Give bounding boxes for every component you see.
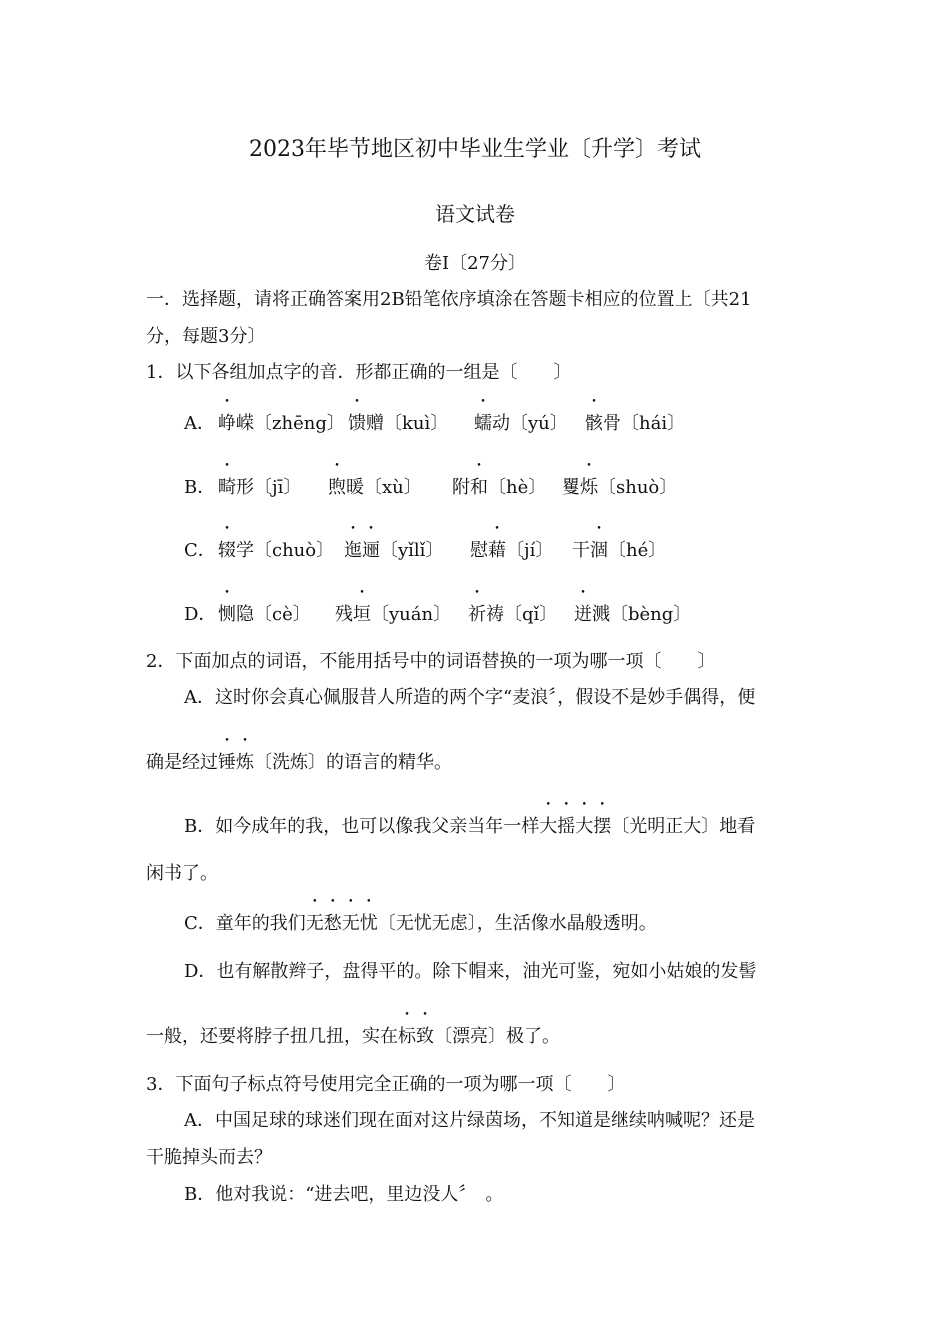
- item-text: 附: [452, 477, 470, 498]
- dotted-char: 大: [575, 816, 594, 837]
- dotted-char: 煦: [328, 477, 346, 498]
- item: [348, 412, 448, 436]
- dotted-char: 迸: [574, 604, 592, 625]
- dotted-char: [344, 540, 380, 561]
- q1-option-d: [184, 603, 692, 627]
- dotted-char: 蠕: [474, 413, 492, 434]
- item-text: 〔hé〕: [608, 540, 667, 561]
- text: 〔无忧无虑〕，生活像水晶般透明。: [377, 913, 657, 934]
- dotted-char: 摇: [557, 816, 576, 837]
- item-text: 干: [572, 540, 590, 561]
- dotted-char: 无: [341, 913, 360, 934]
- dotted-char: 标: [398, 1026, 416, 1047]
- item-text: 溅〔bèng〕: [592, 604, 692, 625]
- option-label: D．: [184, 604, 217, 625]
- item-text: 〔hè〕: [488, 477, 547, 498]
- option-label: B．: [184, 477, 216, 498]
- item-text: 嵘〔zhēng〕: [236, 413, 345, 434]
- part-heading-line-2: 分，每题3分〕: [146, 326, 266, 347]
- dotted-char: 烁: [580, 477, 598, 498]
- item-text: 〔shuò〕: [598, 477, 678, 498]
- text: 〔漂亮〕极了。: [434, 1026, 560, 1047]
- q2-option-a-line-1: A．这时你会真心佩服昔人所造的两个字“麦浪〞，假设不是妙手偶得，便: [184, 687, 756, 708]
- item: [328, 476, 422, 500]
- item-text: 矍: [562, 477, 580, 498]
- q2-option-b-line-2: 闲书了。: [146, 863, 218, 884]
- dotted-char: 馈: [348, 413, 366, 434]
- item: [218, 412, 345, 436]
- question-3-stem: 3．下面句子标点符号使用完全正确的一项为哪一项〔 〕: [146, 1074, 626, 1095]
- dotted-char: 峥: [218, 413, 236, 434]
- item: [218, 539, 334, 563]
- item: [470, 539, 553, 563]
- dotted-char: 无: [305, 913, 324, 934]
- dotted-char: 愁: [323, 913, 342, 934]
- paper-subject: 语文试卷: [435, 202, 515, 226]
- dotted-char: 逦: [362, 540, 380, 561]
- item-text: 隐〔cè〕: [236, 604, 311, 625]
- item: [572, 539, 666, 563]
- item: [585, 412, 685, 436]
- q2-option-b-line-1: [184, 815, 755, 839]
- q3-option-a-line-2: 干脆掉头而去？: [146, 1147, 272, 1168]
- item-text: 〔jí〕: [506, 540, 554, 561]
- dotted-word: [218, 752, 254, 773]
- item: [218, 603, 311, 627]
- item: [218, 476, 301, 500]
- item-text: 暖〔xù〕: [346, 477, 422, 498]
- dotted-char: 畸: [218, 477, 236, 498]
- dotted-char: 涸: [590, 540, 608, 561]
- q2-option-a-line-2: [146, 751, 452, 775]
- dotted-word: [398, 1026, 434, 1047]
- exam-title: 2023年毕节地区初中毕业生学业〔升学〕考试: [249, 137, 701, 162]
- q3-option-a-line-1: A．中国足球的球迷们现在面对这片绿茵场，不知道是继续呐喊呢？还是: [184, 1110, 755, 1131]
- text: 〔光明正大〕地看: [611, 816, 756, 837]
- text: 一般，还要将脖子扭几扭，实在: [146, 1026, 398, 1047]
- dotted-char: 致: [416, 1026, 434, 1047]
- dotted-char: 大: [539, 816, 558, 837]
- q1-option-c: [184, 539, 667, 563]
- item-text: 祷〔qǐ〕: [486, 604, 558, 625]
- item: [468, 603, 557, 627]
- dotted-char: 恻: [218, 604, 236, 625]
- text: 〔洗炼〕的语言的精华。: [254, 752, 452, 773]
- q3-option-b: B．他对我说：“进去吧，里边没人〞 。: [184, 1184, 504, 1205]
- question-1-stem: 1．以下各组加点字的音．形都正确的一组是〔 〕: [146, 362, 572, 383]
- item-text: 形〔jī〕: [236, 477, 302, 498]
- item: [474, 412, 568, 436]
- dotted-word: [539, 816, 611, 837]
- dotted-char: 炼: [236, 752, 254, 773]
- section-heading: 卷Ⅰ〔27分〕: [423, 253, 526, 274]
- dotted-char: 迤: [344, 540, 362, 561]
- dotted-char: 骸: [585, 413, 603, 434]
- option-label: C．: [184, 540, 216, 561]
- dotted-char: 忧: [359, 913, 378, 934]
- text: 确是经过: [146, 752, 218, 773]
- q1-option-b: [184, 476, 678, 500]
- item: [574, 603, 691, 627]
- item-text: 残: [335, 604, 353, 625]
- item-text: 〔yǐlǐ〕: [380, 540, 444, 561]
- dotted-word: [306, 913, 378, 934]
- item-text: 慰: [470, 540, 488, 561]
- item: [335, 603, 451, 627]
- dotted-char: 锤: [218, 752, 236, 773]
- dotted-char: 摆: [593, 816, 612, 837]
- item: [344, 539, 443, 563]
- item-text: 〔yuán〕: [371, 604, 452, 625]
- q2-option-c: [184, 912, 657, 936]
- text: B．如今成年的我，也可以像我父亲当年一样: [184, 816, 540, 837]
- item: [562, 476, 677, 500]
- item-text: 学〔chuò〕: [236, 540, 335, 561]
- dotted-char: 垣: [353, 604, 371, 625]
- part-heading-line-1: 一．选择题，请将正确答案用2B铅笔依序填涂在答题卡相应的位置上〔共21: [146, 289, 752, 310]
- item-text: 赠〔kuì〕: [366, 413, 449, 434]
- item: [452, 476, 546, 500]
- item-text: 骨〔hái〕: [603, 413, 686, 434]
- q2-option-d-line-1: D．也有解散辫子，盘得平的。除下帽来，油光可鉴，宛如小姑娘的发髻: [184, 961, 757, 982]
- text: C．童年的我们: [184, 913, 306, 934]
- item-text: 动〔yú〕: [492, 413, 568, 434]
- q1-option-a: [184, 412, 686, 436]
- dotted-char: 藉: [488, 540, 506, 561]
- dotted-char: 辍: [218, 540, 236, 561]
- dotted-char: 和: [470, 477, 488, 498]
- option-label: A．: [184, 413, 215, 434]
- dotted-char: 祈: [468, 604, 486, 625]
- q2-option-d-line-2: [146, 1025, 560, 1049]
- question-2-stem: 2．下面加点的词语，不能用括号中的词语替换的一项为哪一项〔 〕: [146, 651, 716, 672]
